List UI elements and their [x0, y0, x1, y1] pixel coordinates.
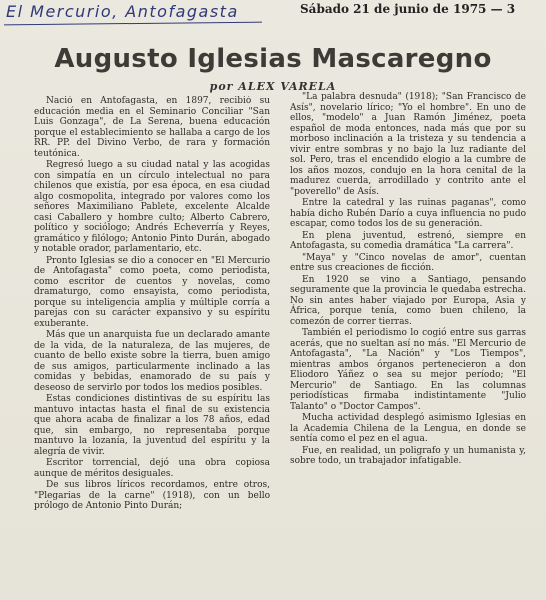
handwritten-underline — [4, 22, 262, 26]
article-column-right — [290, 92, 526, 600]
handwritten-source-note: El Mercurio, Antofagasta — [6, 2, 239, 21]
paragraph: "Maya" y "Cinco novelas de amor", cuentan entre sus creaciones de ficción. — [290, 252, 526, 273]
paragraph: Pronto Iglesias se dio a conocer en "El Mercurio de Antofagasta" como poeta, como periodista, como escritor de cuentos y novelas, como dramaturgo, como ensayista, como periodista, porque su inteligencia amplia y múltiple corría a parejas con su carácter expansivo y su espíritu exuberante. — [34, 255, 270, 329]
dateline: Sábado 21 de junio de 1975 — 3 — [300, 2, 516, 16]
paragraph: Fue, en realidad, un poligrafo y un humanista y, sobre todo, un trabajador infatigable. — [290, 445, 526, 466]
paragraph: En 1920 se vino a Santiago, pensando seguramente que la provincia le quedaba estrecha. No sin antes haber viajado por Europa, Asia y África, porque tenía, como buen chileno, la comezón de correr tierras. — [290, 274, 526, 327]
paragraph: En plena juventud, estrenó, siempre en Antofagasta, su comedia dramática "La carrera". — [290, 230, 526, 251]
paragraph: También el periodismo lo cogió entre sus garras acerás, que no sueltan así no más. "El Mercurio de Antofagasta", "La Nación" y "Los Tiempos", mientras ambos órganos pertenecieron a don Eliodoro Yáñez o sea su mejor período; "El Mercurio" de Santiago. En las columnas periodísticas firmaba indistintamente "Julio Talanto" o "Doctor Campos". — [290, 328, 526, 412]
article-byline: por ALEX VARELA — [209, 80, 337, 93]
paragraph: Nació en Antofagasta, en 1897, recibió su educación media en el Seminario Conciliar "San Luis Gonzaga", de La Serena, buena educación porque el establecimiento se hallaba a cargo de los RR. PP. del Divino Verbo, de rara y formación teutónica. — [34, 96, 270, 159]
paragraph: Escritor torrencial, dejó una obra copiosa aunque de méritos desiguales. — [34, 458, 270, 479]
paragraph: Mucha actividad desplegó asimismo Iglesias en la Academia Chilena de la Lengua, en donde se sentía como el pez en el agua. — [290, 413, 526, 444]
paragraph: De sus libros líricos recordamos, entre otros, "Plegarias de la carne" (1918), con un bello prólogo de Antonio Pinto Durán; — [34, 480, 270, 511]
article-column-left — [34, 96, 270, 600]
paragraph: Regresó luego a su ciudad natal y las acogidas con simpatía en un círculo intelectual no para chilenos que existía, por esa época, en esa ciudad algo cosmopolita, integrado por valores como los señores Maximiliano Pablete, excelente Alcalde casi Caballero y hombre culto; Alberto Cabrero, político y sociólogo; Andrés Echeverría y Reyes, gramático y filólogo; Antonio Pinto Durán, abogado y notable orador, parlamentario, etc. — [34, 160, 270, 254]
paragraph: Entre la catedral y las ruinas paganas", como había dicho Rubén Darío a cuya influencia no pudo escapar, como todos los de su generación. — [290, 198, 526, 229]
paragraph: Más que un anarquista fue un declarado amante de la vida, de la naturaleza, de las mujeres, de cuanto de bello existe sobre la tierra, buen amigo de sus amigos, particularmente inclinado a las comidas y bebidas, enamorado de su país y deseoso de servirlo por todos los medios posibles. — [34, 330, 270, 393]
paragraph: "La palabra desnuda" (1918); "San Francisco de Asís", novelario lírico; "Yo el hombre". En uno de ellos, "modelo" a Juan Ramón Jiménez, poeta español de moda entonces, nada más que por su morboso inclinación a la tristeza y su tendencia a vivir entre sombras y no bajo la luz radiante del sol. Pero, tras el encendido elogio a la cumbre de los años mozos, condujo en la hora cenital de la madurez cuerda, arrodillado y contrito ante el "poverello" de Asís. — [290, 92, 526, 197]
paragraph: Estas condiciones distintivas de su espíritu las mantuvo intactas hasta el final de su existencia que ahora acaba de finalizar a los 78 años, edad que, sin embargo, no representaba porque mantuvo la lozanía, la juventud del espíritu y la alegría de vivir. — [34, 394, 270, 457]
article-title: Augusto Iglesias Mascaregno — [54, 44, 492, 74]
